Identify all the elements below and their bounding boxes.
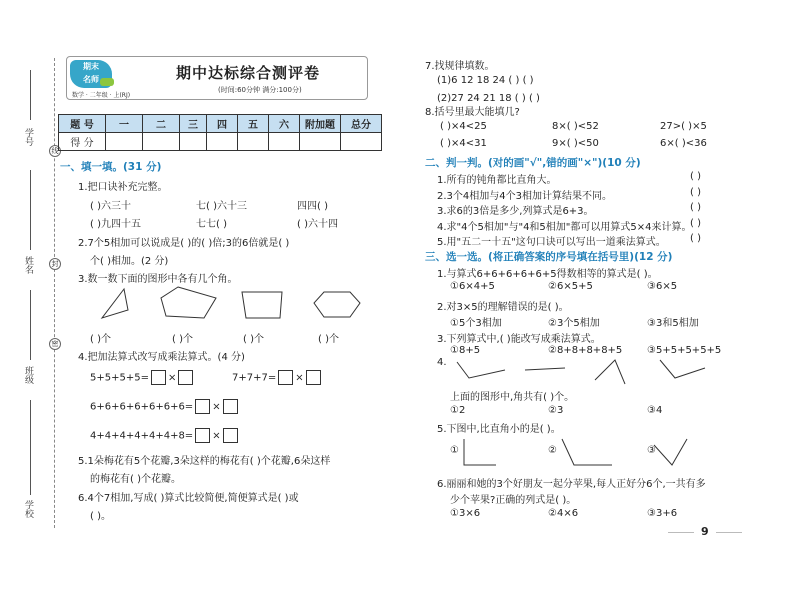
logo-badge [100, 78, 114, 86]
score-row-label: 得 分 [59, 133, 106, 151]
score-cell[interactable] [300, 133, 341, 151]
page-title: 期中达标综合测评卷 [176, 64, 321, 82]
choice-3: 3.下列算式中,( )能改写成乘法算式。 [437, 334, 601, 345]
answer-box[interactable] [151, 370, 166, 385]
choice-option: ①6×4+5 [450, 281, 495, 292]
question-5-line2: 的梅花有( )个花瓣。 [90, 474, 181, 485]
q4-row1-b: 7+7+7= × [232, 370, 323, 385]
q4-expr: 6+6+6+6+6+6+6= [90, 401, 194, 413]
q3-answer: ( )个 [243, 334, 264, 345]
choice-5: 5.下图中,比直角小的是( )。 [437, 424, 561, 435]
choice-option: ①2 [450, 405, 466, 416]
logo-line1: 期末 [83, 62, 99, 71]
score-head: 三 [180, 115, 207, 133]
choice-option: ① [450, 445, 459, 456]
class-label: 班级 [23, 366, 33, 384]
judge-paren[interactable]: ( ) [690, 218, 701, 229]
choice-option: ③ [647, 445, 656, 456]
judge-paren[interactable]: ( ) [690, 187, 701, 198]
q4-row3: 4+4+4+4+4+4+8= × [90, 428, 240, 443]
class-line [30, 290, 31, 360]
q1-item: 七( )六十三 [196, 201, 247, 212]
question-2-line2: 个( )相加。(2 分) [90, 256, 169, 267]
section-fill-in: 一、填一填。(31 分) [60, 161, 162, 173]
section-choose: 三、选一选。(将正确答案的序号填在括号里)(12 分) [425, 251, 673, 263]
binding-dashed-line [54, 58, 55, 528]
q8-item: 27>( )×5 [660, 121, 707, 132]
logo-line2: 名师 [83, 75, 99, 84]
angle-comparison-figures [462, 437, 722, 469]
page-line-left [668, 532, 694, 533]
school-line [30, 400, 31, 495]
judge-paren[interactable]: ( ) [690, 171, 701, 182]
question-7: 7.找规律填数。 [425, 61, 495, 72]
hexagon-shape [312, 290, 362, 320]
judge-item: 5.用"五二一十五"这句口诀可以写出一道乘法算式。 [437, 237, 666, 248]
binding-mark-seal: 封 [49, 258, 61, 270]
choice-option: ②3 [548, 405, 564, 416]
score-cell[interactable] [269, 133, 300, 151]
score-head: 一 [106, 115, 143, 133]
q1-item: ( )九四十五 [90, 219, 141, 230]
q8-item: ( )×4<31 [440, 138, 487, 149]
q1-item: 四四( ) [297, 201, 328, 212]
binding-mark-secret: 密 [49, 338, 61, 350]
choice-option: ③3+6 [647, 508, 678, 519]
angle-figures [455, 358, 755, 388]
triangle-shape [100, 288, 130, 320]
choice-6-line1: 6.丽丽和她的3个好朋友一起分苹果,每人正好分6个,一共有多 [437, 479, 706, 490]
judge-item: 3.求6的3倍是多少,列算式是6+3。 [437, 206, 594, 217]
q4-expr: 4+4+4+4+4+4+8= [90, 430, 194, 442]
question-4: 4.把加法算式改写成乘法算式。(4 分) [78, 352, 245, 363]
score-head: 附加题 [300, 115, 341, 133]
quadrilateral-shape [240, 290, 286, 320]
score-cell[interactable] [106, 133, 143, 151]
score-cell[interactable] [238, 133, 269, 151]
q3-answer: ( )个 [172, 334, 193, 345]
score-head: 总分 [341, 115, 382, 133]
choice-1: 1.与算式6+6+6+6+6+5得数相等的算式是( )。 [437, 269, 658, 280]
question-6-line1: 6.4个7相加,写成( )算式比较简便,简便算式是( )或 [78, 493, 299, 504]
question-8: 8.括号里最大能填几? [425, 107, 520, 118]
q8-item: 9×( )<50 [552, 138, 599, 149]
judge-item: 2.3个4相加与4个3相加计算结果不同。 [437, 191, 612, 202]
question-6-line2: ( )。 [90, 511, 111, 522]
choice-option: ①3×6 [450, 508, 481, 519]
q7-row2: (2)27 24 21 18 ( ) ( ) [437, 93, 540, 104]
score-cell[interactable] [207, 133, 238, 151]
q7-row1: (1)6 12 18 24 ( ) ( ) [437, 75, 534, 86]
choice-4-number: 4. [437, 357, 447, 368]
judge-item: 4.求"4个5相加"与"4和5相加"都可以用算式5×4来计算。 [437, 222, 692, 233]
binding-sidebar [0, 0, 62, 592]
q4-row1-a: 5+5+5+5= × [90, 370, 195, 385]
choice-option: ①5个3相加 [450, 318, 502, 329]
score-table [58, 114, 382, 151]
grade-label: 数学 · 二年级 · 上(RJ) [72, 92, 131, 99]
choice-option: ③6×5 [647, 281, 678, 292]
choice-option: ①8+5 [450, 345, 481, 356]
score-head: 题 号 [59, 115, 106, 133]
judge-paren[interactable]: ( ) [690, 233, 701, 244]
page-number: 9 [701, 525, 709, 538]
exam-subtitle: (时间:60分钟 满分:100分) [218, 86, 302, 94]
q8-item: 6×( )<36 [660, 138, 707, 149]
student-id-label: 学号 [23, 128, 33, 146]
question-1: 1.把口诀补充完整。 [78, 182, 168, 193]
page-line-right [716, 532, 742, 533]
q1-item: ( )六三十 [90, 201, 131, 212]
judge-paren[interactable]: ( ) [690, 202, 701, 213]
q3-answer: ( )个 [90, 334, 111, 345]
score-cell[interactable] [143, 133, 180, 151]
choice-option: ②8+8+8+8+5 [548, 345, 623, 356]
choice-option: ③5+5+5+5+5 [647, 345, 722, 356]
q4-expr: 5+5+5+5= [90, 372, 149, 384]
q4-row2: 6+6+6+6+6+6+6= × [90, 399, 240, 414]
question-3: 3.数一数下面的图形中各有几个角。 [78, 274, 238, 285]
choice-option: ③3和5相加 [647, 318, 699, 329]
pentagon-shape [160, 286, 222, 320]
answer-box[interactable] [178, 370, 193, 385]
answer-box[interactable] [306, 370, 321, 385]
score-cell[interactable] [341, 133, 382, 151]
score-head: 五 [238, 115, 269, 133]
choice-2: 2.对3×5的理解错误的是( )。 [437, 302, 569, 313]
q8-item: ( )×4<25 [440, 121, 487, 132]
choice-option: ②6×5+5 [548, 281, 593, 292]
q3-answer: ( )个 [318, 334, 339, 345]
choice-option: ②3个5相加 [548, 318, 600, 329]
question-5-line1: 5.1朵梅花有5个花瓣,3朵这样的梅花有( )个花瓣,6朵这样 [78, 456, 331, 467]
q1-item: ( )六十四 [297, 219, 338, 230]
binding-mark-line: 线 [49, 145, 61, 157]
choice-option: ③4 [647, 405, 663, 416]
choice-6-line2: 少个苹果?正确的列式是( )。 [450, 495, 577, 506]
q8-item: 8×( )<52 [552, 121, 599, 132]
name-line [30, 170, 31, 250]
answer-box[interactable] [195, 428, 210, 443]
choice-4: 上面的图形中,角共有( )个。 [450, 392, 575, 403]
choice-option: ② [548, 445, 557, 456]
section-judge: 二、判一判。(对的画"√",错的画"×")(10 分) [425, 157, 641, 169]
answer-box[interactable] [223, 428, 238, 443]
answer-box[interactable] [223, 399, 238, 414]
answer-box[interactable] [195, 399, 210, 414]
name-label: 姓名 [23, 256, 33, 274]
score-head: 六 [269, 115, 300, 133]
question-2-line1: 2.7个5相加可以说成是( )的( )倍;3的6倍就是( ) [78, 238, 290, 249]
q1-item: 七七( ) [196, 219, 227, 230]
score-head: 二 [143, 115, 180, 133]
answer-box[interactable] [278, 370, 293, 385]
choice-option: ②4×6 [548, 508, 579, 519]
score-head: 四 [207, 115, 238, 133]
score-cell[interactable] [180, 133, 207, 151]
student-id-line [30, 70, 31, 120]
judge-item: 1.所有的钝角都比直角大。 [437, 175, 557, 186]
school-label: 学校 [23, 500, 33, 518]
q4-expr: 7+7+7= [232, 372, 277, 384]
